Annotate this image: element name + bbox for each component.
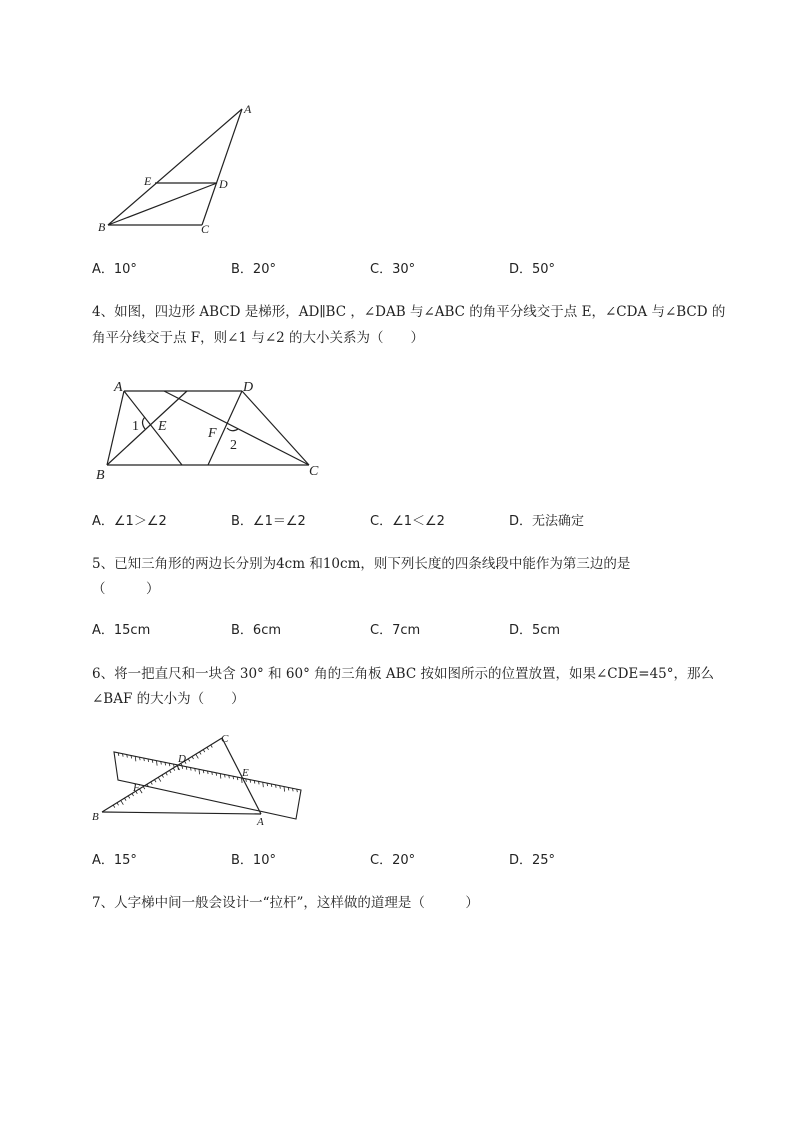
q7-stem-line1: 7、人字梯中间一般会设计一“拉杆”，这样做的道理是（ ） — [92, 895, 479, 911]
q4-label-B: B — [96, 468, 105, 483]
triangle-tick — [140, 789, 143, 793]
q6-label-F: F — [133, 782, 140, 794]
triangle-tick — [158, 777, 161, 781]
triangle-tick — [155, 780, 157, 783]
q6-option-d: D．25° — [509, 853, 556, 868]
triangle-tick — [151, 782, 153, 785]
q5-stem-line2: （ ） — [92, 581, 160, 597]
q5-option-a: A．15cm — [92, 623, 151, 638]
q3-label-B: B — [98, 220, 106, 234]
triangle-tick — [166, 773, 168, 776]
triangle-tick — [117, 803, 119, 806]
triangle-tick — [128, 796, 130, 799]
q3-option-c: C．30° — [370, 262, 416, 277]
q3-triangle-figure — [90, 98, 270, 243]
triangle-tick — [207, 747, 209, 750]
triangle-tick — [143, 787, 145, 790]
q4-label-1: 1 — [132, 419, 139, 434]
ruler-tick — [220, 774, 221, 779]
q3-option-b: B．20° — [231, 262, 276, 277]
q4-label-D: D — [243, 380, 254, 395]
q3-label-D: D — [219, 177, 228, 191]
q6-stem-line1: 6、将一把直尺和一块含 30° 和 60° 角的三角板 ABC 按如图所示的位置放置，如果∠CDE=45°，那么 — [92, 666, 715, 682]
ruler-tick — [135, 756, 136, 761]
triangle-tick — [192, 757, 194, 760]
q3-label-A: A — [244, 102, 252, 116]
ruler-tick — [199, 769, 200, 774]
triangle-tick — [173, 768, 175, 771]
q4-trapezoid-figure — [90, 375, 330, 485]
q4-label-E: E — [158, 419, 167, 434]
q5-option-d: D．5cm — [509, 623, 561, 638]
q6-ruler-triangle-figure — [90, 728, 310, 828]
q6-label-B: B — [92, 811, 99, 823]
q6-option-b: B．10° — [231, 853, 276, 868]
triangle-tick — [162, 775, 164, 778]
ruler-tick — [157, 761, 158, 766]
q4-option-a: A．∠1＞∠2 — [92, 514, 167, 529]
q4-label-C: C — [309, 464, 319, 479]
triangle-tick — [200, 752, 202, 755]
q3-label-E: E — [144, 174, 152, 188]
q6-label-E: E — [242, 767, 249, 779]
q6-stem-line2: ∠BAF 的大小为（ ） — [92, 691, 245, 707]
q4-stem-line1: 4、如图，四边形 ABCD 是梯形，AD∥BC ，∠DAB 与∠ABC 的角平分线交于点 E，∠CDA 与∠BCD 的 — [92, 304, 726, 320]
q4-stem-line2: 角平分线交于点 F，则∠1 与∠2 的大小关系为（ ） — [92, 330, 425, 346]
q6-option-a: A．15° — [92, 853, 137, 868]
triangle-tick — [211, 745, 213, 748]
q3-option-d: D．50° — [509, 262, 556, 277]
q6-label-A: A — [257, 816, 264, 828]
triangle-tick — [113, 805, 115, 808]
triangle-tick — [188, 759, 190, 762]
q6-label-C: C — [221, 733, 229, 745]
q4-label-A: A — [114, 380, 123, 395]
q5-option-c: C．7cm — [370, 623, 421, 638]
q4-label-2: 2 — [230, 438, 237, 453]
q3-option-a: A．10° — [92, 262, 137, 277]
q3-label-C: C — [201, 222, 210, 236]
q6-label-D: D — [178, 753, 186, 765]
triangle-tick — [125, 798, 127, 801]
q5-option-b: B．6cm — [231, 623, 282, 638]
triangle-tick — [121, 800, 124, 804]
ruler-tick — [284, 787, 285, 792]
q5-stem-line1: 5、已知三角形的两边长分别为4cm 和10cm，则下列长度的四条线段中能作为第三边的是 — [92, 556, 631, 572]
triangle-tick — [203, 750, 205, 753]
q4-option-d: D．无法确定 — [509, 514, 585, 529]
q4-option-b: B．∠1＝∠2 — [231, 514, 306, 529]
triangle-tick — [170, 770, 172, 773]
ruler-tick — [263, 782, 264, 787]
triangle-tick — [196, 754, 199, 758]
q4-label-F: F — [208, 426, 217, 441]
q4-option-c: C．∠1＜∠2 — [370, 514, 445, 529]
q6-option-c: C．20° — [370, 853, 416, 868]
